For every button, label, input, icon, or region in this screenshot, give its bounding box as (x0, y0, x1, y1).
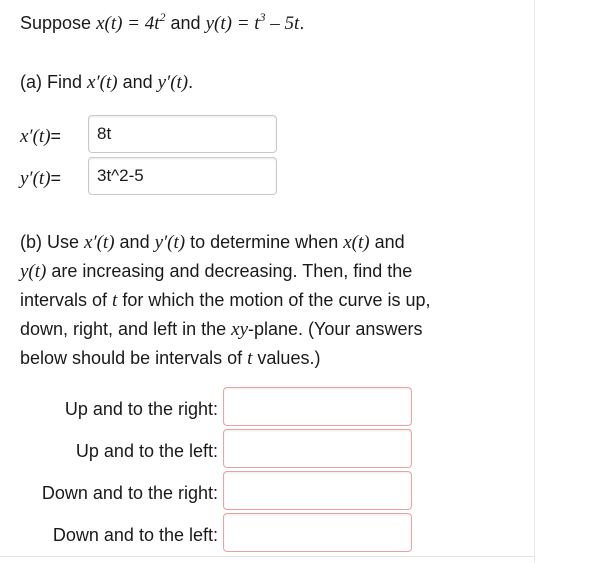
problem-statement: Suppose $x(t) = 4t^2$ and $y(t) = t^3 - 5t$. (20, 10, 305, 34)
down-left-answer-field[interactable] (223, 513, 412, 552)
part-b-prompt (20, 228, 490, 373)
down-right-label: Down and to the right: (41, 483, 218, 503)
x-prime-math: x′(t) (87, 72, 118, 93)
x-prime-answer-field[interactable]: 8t (88, 115, 277, 153)
part-b-line-4: down, right, and left in the xy-plane. (Your answers (20, 319, 423, 340)
y-prime-math: y′(t) (157, 72, 189, 93)
down-left-label: Down and to the left: (52, 525, 218, 545)
intro-text: Suppose (20, 13, 97, 33)
y-prime-answer-field[interactable]: 3t^2-5 (88, 157, 277, 195)
part-b-line-2: y(t) are increasing and decreasing. Then, find the (20, 261, 413, 282)
part-b-line-3: intervals of t for which the motion of the curve is up, (20, 290, 431, 311)
up-left-answer-field[interactable] (223, 429, 412, 468)
part-b-line-1: (b) Use x′(t) and y′(t) to determine when x(t) and (20, 232, 405, 253)
part-b-line-5: below should be intervals of t values.) (20, 348, 321, 369)
up-left-label: Up and to the left: (75, 441, 218, 461)
panel-bottom-border (0, 556, 534, 557)
panel-right-border (534, 0, 535, 563)
x-definition: $x(t) = 4t^2$ (96, 10, 166, 34)
part-a-prompt: (a) Find x′(t) and y′(t). (20, 72, 194, 93)
intro-and: and (165, 13, 206, 33)
up-right-answer-field[interactable] (223, 387, 412, 426)
y-prime-label: y′(t)= (20, 168, 62, 189)
y-definition: $y(t) = t^3 - 5t$ (205, 10, 300, 34)
down-right-answer-field[interactable] (223, 471, 412, 510)
up-right-label: Up and to the right: (64, 399, 218, 419)
x-prime-label: x′(t)= (20, 126, 62, 147)
